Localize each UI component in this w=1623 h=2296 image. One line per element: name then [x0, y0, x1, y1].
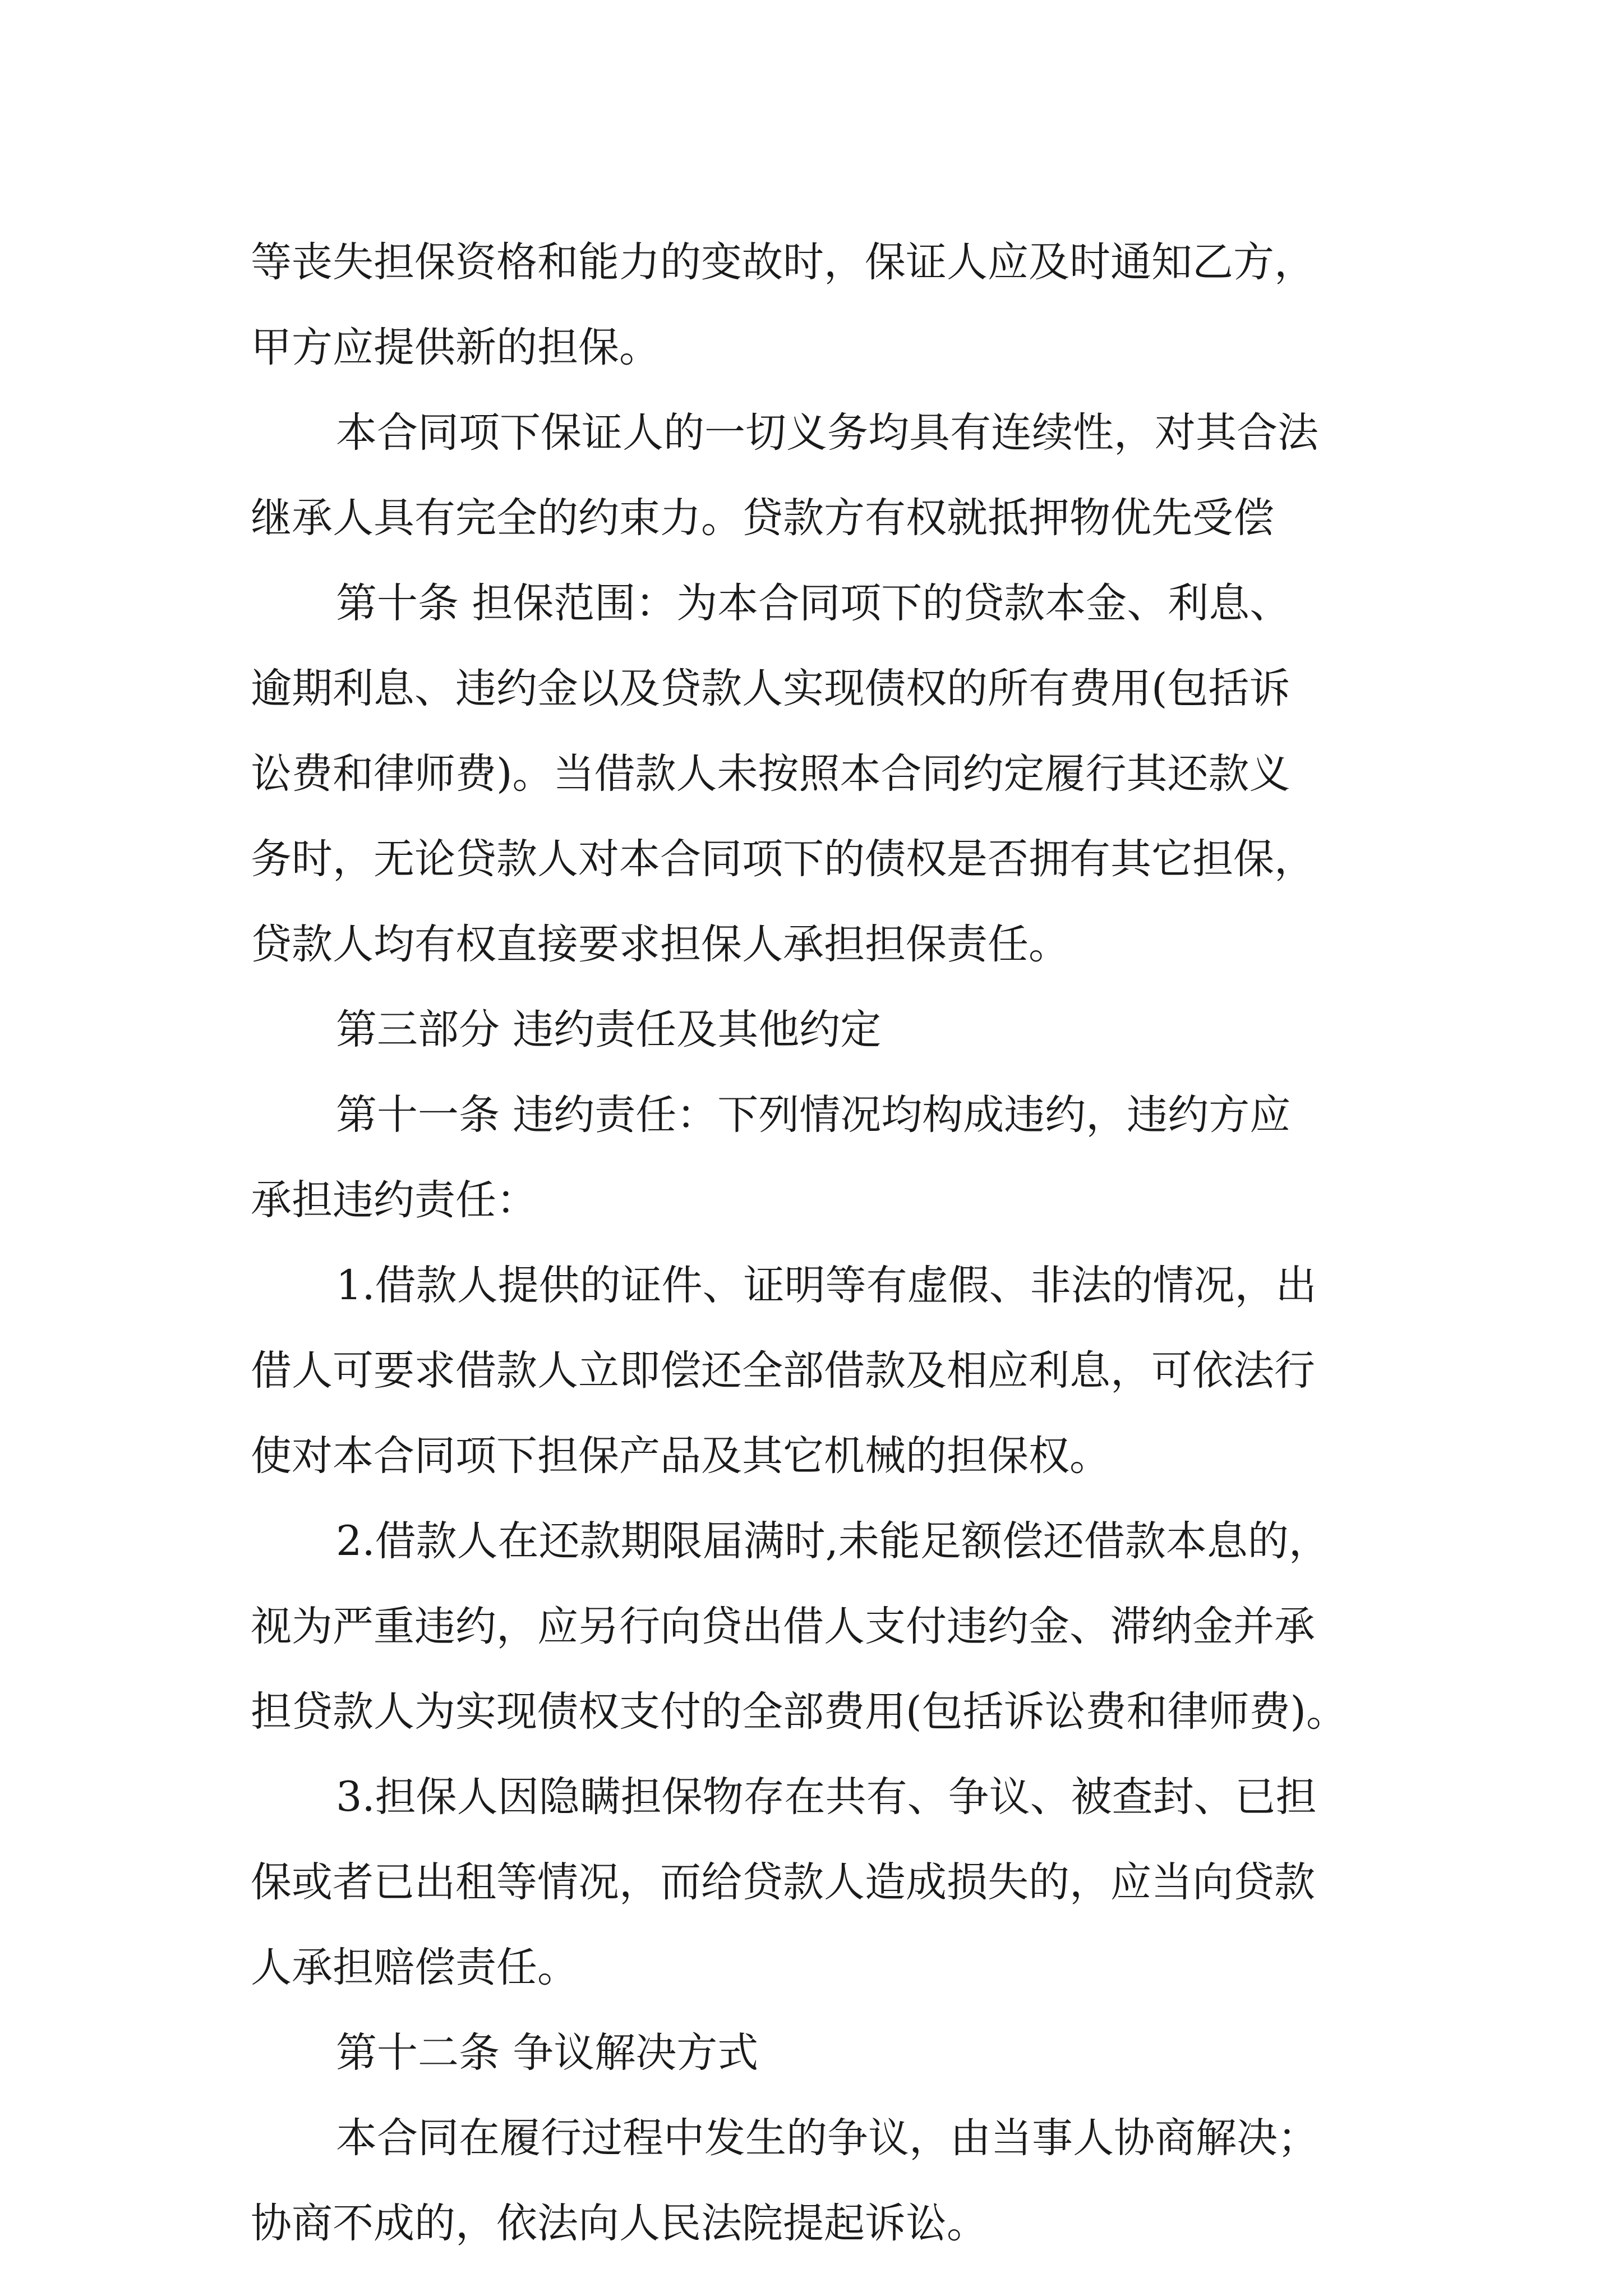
- text-line: 继承人具有完全的约束力。贷款方有权就抵押物优先受偿: [251, 494, 1274, 542]
- text-line: 使对本合同项下担保产品及其它机械的担保权。: [251, 1432, 1110, 1480]
- text-line: 甲方应提供新的担保。: [251, 324, 660, 371]
- text-line: 借人可要求借款人立即偿还全部借款及相应利息，可依法行: [251, 1347, 1315, 1395]
- article-10-heading: 第十条 担保范围：为本合同项下的贷款本金、利息、: [336, 579, 1291, 627]
- list-item-2: 2.借款人在还款期限届满时,未能足额偿还借款本息的，: [336, 1517, 1330, 1565]
- text-line: 协商不成的，依法向人民法院提起诉讼。: [251, 2200, 988, 2247]
- text-line: 贷款人均有权直接要求担保人承担担保责任。: [251, 921, 1069, 968]
- document-body: [251, 220, 1428, 2266]
- paragraph-start: 本合同在履行过程中发生的争议，由当事人协商解决；: [336, 2114, 1318, 2162]
- text-line: 人承担赔偿责任。: [251, 1944, 578, 1991]
- text-line: 等丧失担保资格和能力的变故时，保证人应及时通知乙方，: [251, 238, 1315, 286]
- text-line: 视为严重违约，应另行向贷出借人支付违约金、滞纳金并承: [251, 1603, 1315, 1650]
- text-line: 担贷款人为实现债权支付的全部费用(包括诉讼费和律师费)。: [251, 1688, 1347, 1736]
- list-item-1: 1.借款人提供的证件、证明等有虚假、非法的情况，出: [336, 1262, 1317, 1309]
- list-item-3: 3.担保人因隐瞒担保物存在共有、争议、被查封、已担: [336, 1773, 1317, 1821]
- text-line: 保或者已出租等情况，而给贷款人造成损失的，应当向贷款: [251, 1858, 1315, 1906]
- text-line: 承担违约责任：: [251, 1176, 537, 1224]
- text-line: 讼费和律师费)。当借款人未按照本合同约定履行其还款义: [251, 750, 1290, 798]
- article-11-heading: 第十一条 违约责任：下列情况均构成违约，违约方应: [336, 1091, 1291, 1139]
- paragraph-start: 本合同项下保证人的一切义务均具有连续性，对其合法: [336, 409, 1318, 457]
- part-3-heading: 第三部分 违约责任及其他约定: [336, 1006, 882, 1053]
- article-12-heading: 第十二条 争议解决方式: [336, 2029, 759, 2077]
- text-line: 务时，无论贷款人对本合同项下的债权是否拥有其它担保，: [251, 835, 1315, 883]
- text-line: 逾期利息、违约金以及贷款人实现债权的所有费用(包括诉: [251, 665, 1290, 712]
